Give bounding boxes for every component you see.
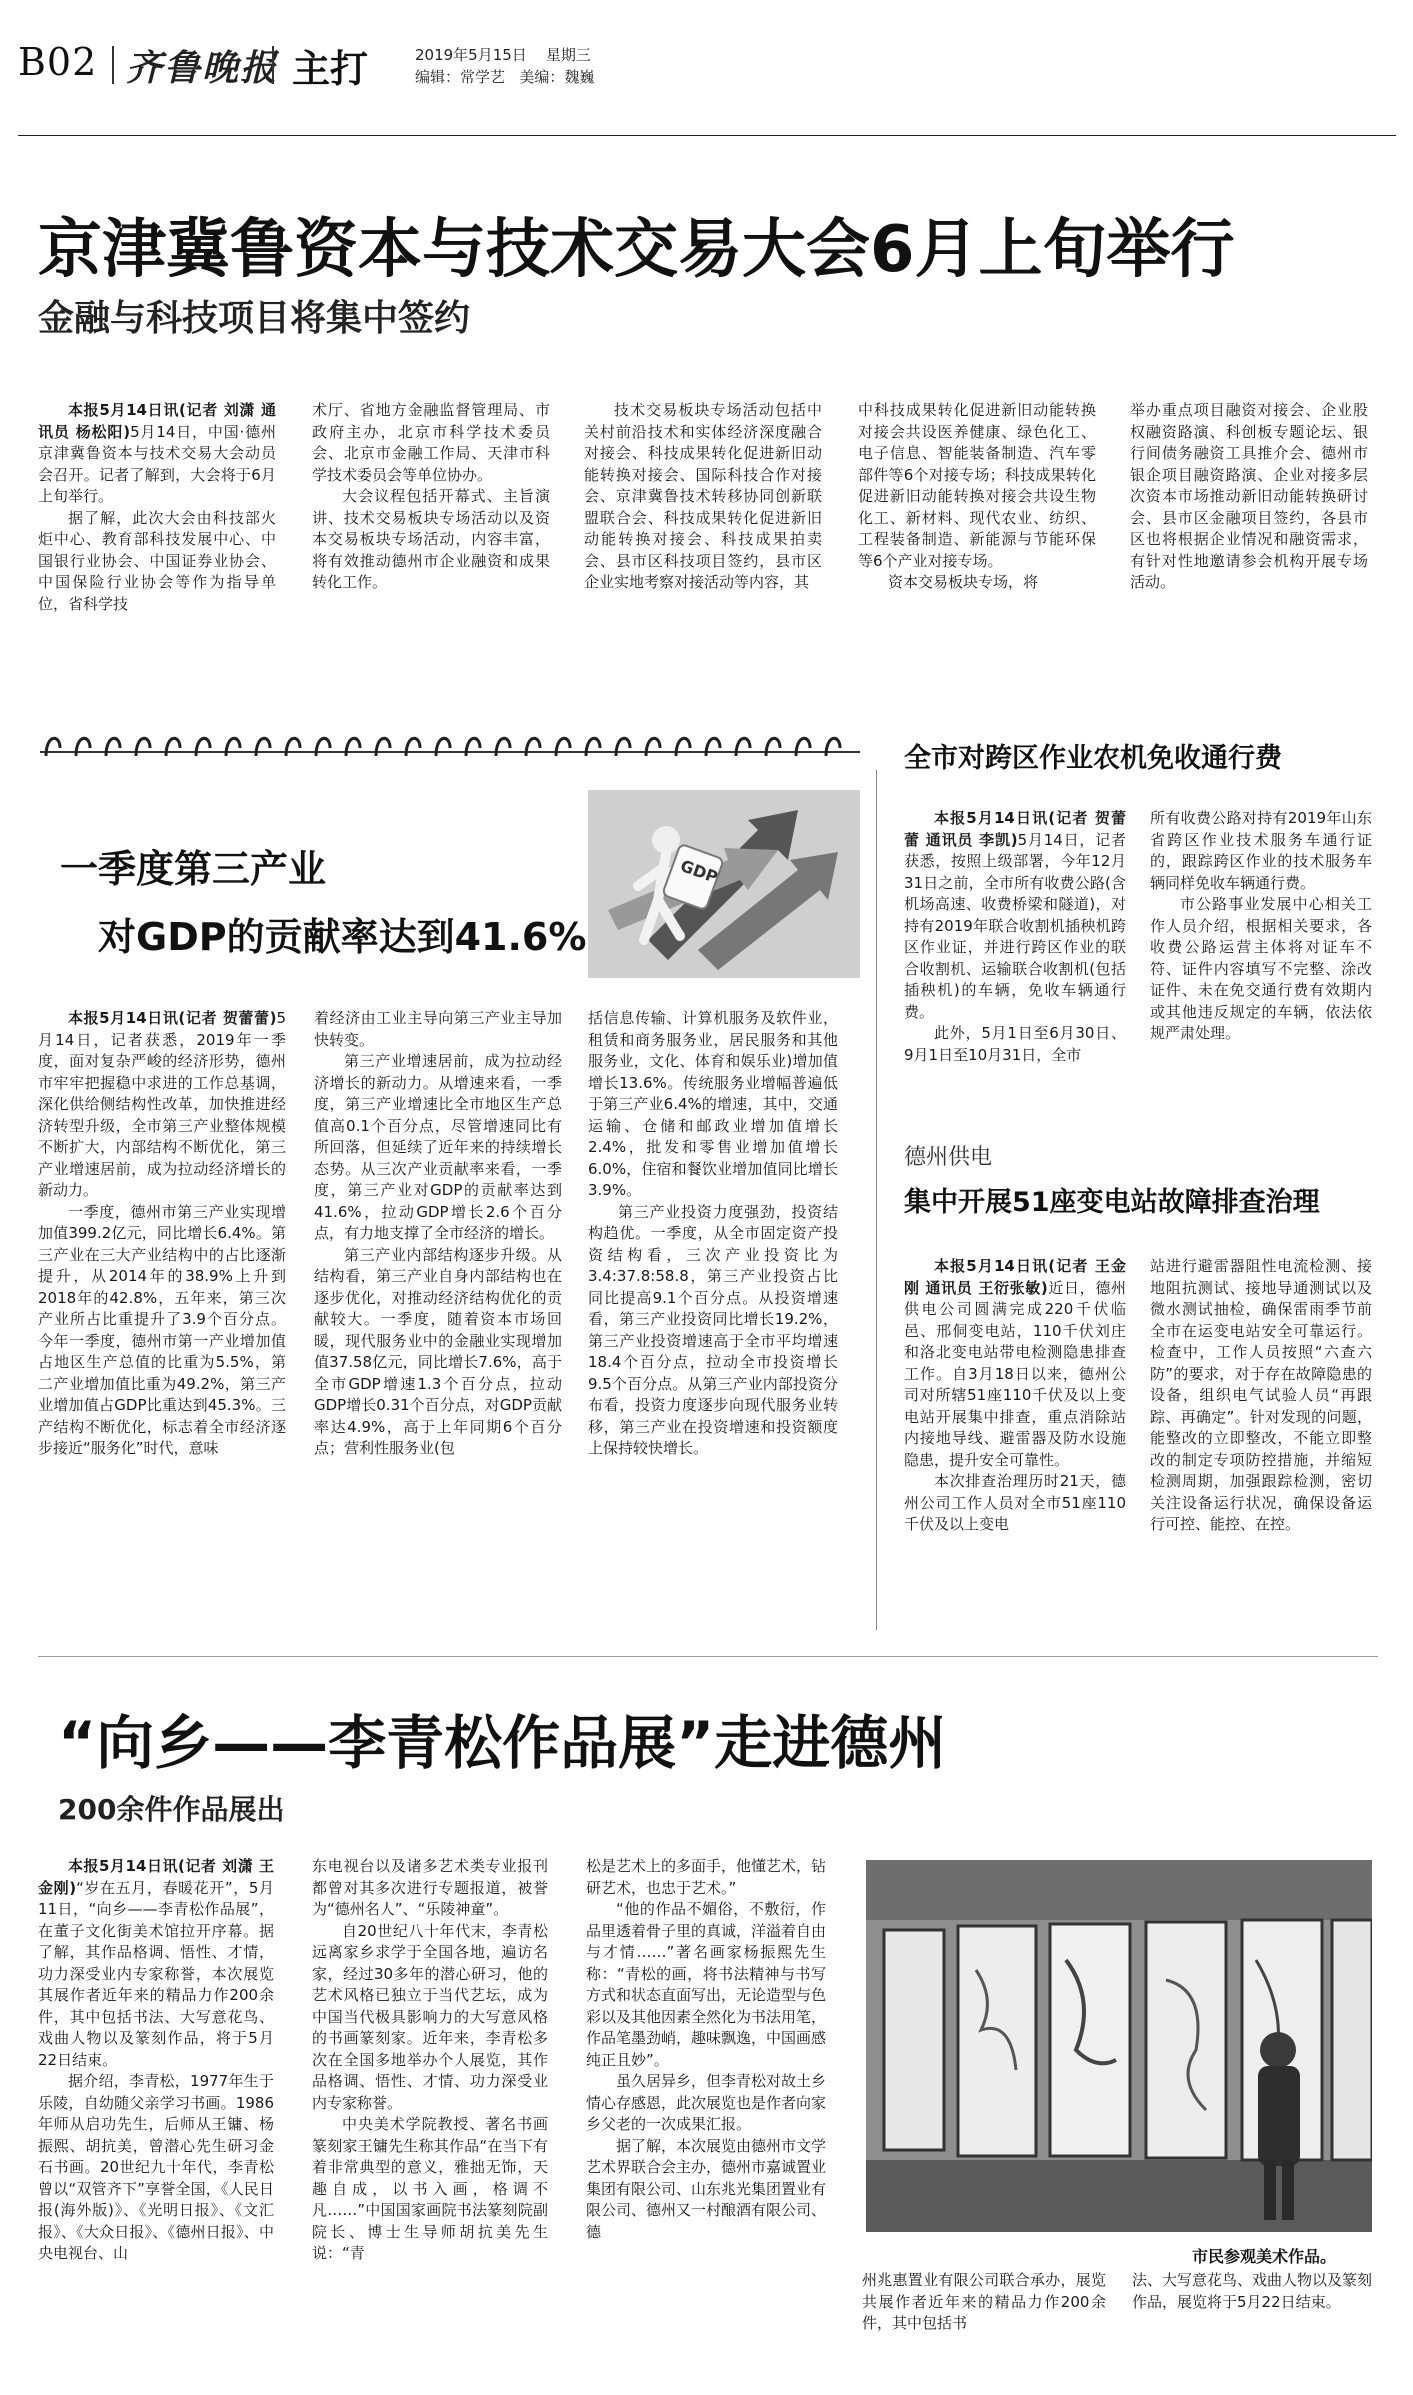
designer-text: 美编：魏巍 — [519, 68, 595, 86]
article2-col3 — [588, 1008, 838, 1628]
article1-col2 — [312, 400, 550, 660]
article1-col5 — [1130, 400, 1368, 660]
article2-col2c-text: 第三产业内部结构逐步升级。从结构看，第三产业自身内部结构也在逐步优化，对推动经济结构优化的贡献较大。一季度，随着资本市场回暖，现代服务业中的金融业实现增加值37.58亿元，同比增长7.6%，高于全市GDP增速1.3个百分点，拉动GDP增长0.31个百分点，对GDP贡献率达4.9%，高于上年同期6个百分点；营利性服务业(包 — [314, 1245, 562, 1457]
page-header — [0, 0, 1413, 135]
article1-col4-text: 中科技成果转化促进新旧动能转换对接会共设医养健康、绿色化工、电子信息、智能装备制造、汽车零部件等6个对接专场；科技成果转化促进新旧动能转换对接会共设生物化工、新材料、现代农业、纺织、工程装备制造、新能源与节能环保等6个产业对接专场。 — [858, 401, 1096, 570]
article3-col2-text: 所有收费公路对持有2019年山东省跨区作业技术服务车通行证的，跟踪跨区作业的技术服务车辆同样免收车辆通行费。 — [1150, 809, 1372, 892]
section-label: 主打 — [292, 47, 369, 91]
article1-col2b-text: 大会议程包括开幕式、主旨演讲、技术交易板块专场活动以及资本交易板块专场活动，内容丰富，将有效推动德州市企业融资和成果转化工作。 — [312, 487, 550, 591]
article3-col1b-text: 此外，5月1日至6月30日、9月1日至10月31日，全市 — [904, 1024, 1126, 1064]
article1-col3-text: 技术交易板块专场活动包括中关村前沿技术和实体经济深度融合对接会、科技成果转化促进新旧动能转换对接会、国际科技合作对接会、京津冀鲁技术转移协同创新联盟联合会、科技成果转化促进新旧动能转换对接会、科技成果拍卖会、县市区科技项目签约，县市区企业实地考察对接活动等内容，其 — [584, 401, 822, 591]
article4-col1b-text: 本次排查治理历时21天，德州公司工作人员对全市51座110千伏及以上变电 — [904, 1472, 1126, 1533]
article4-col2-text: 站进行避雷器阻性电流检测、接地阻抗测试、接地导通测试以及微水测试抽检，确保雷雨季节前全市在运变电站安全可靠运行。检查中，工作人员按照“六查六防”的要求，对于存在故障隐患的设备，组织电气试验人员“再跟踪、再确定”。针对发现的问题，能整改的立即整改，不能立即整改的制定专项防控措施，并缩短检测周期，加强跟踪检测，密切关注设备运行状况，确保设备运行可控、能控、在控。 — [1150, 1257, 1372, 1533]
article2-col1a-text: 5月14日，记者获悉，2019年一季度，面对复杂严峻的经济形势，德州市牢牢把握稳中求进的工作总基调，深化供给侧结构性改革，加快推进经济转型升级，全市第三产业整体规模不断扩大，内部结构不断优化，第三产业增速居前，成为拉动经济增长的新动力。 — [38, 1009, 286, 1199]
editor-text: 编辑：常学艺 — [415, 68, 506, 86]
article5-col3c-text: 虽久居异乡，但李青松对故土乡情心存感恩，此次展览也是作者向家乡父老的一次成果汇报。 — [586, 2072, 826, 2133]
article3-col2 — [1150, 808, 1372, 1188]
header-rule — [18, 135, 1396, 136]
article1-col3 — [584, 400, 822, 660]
article4-col2 — [1150, 1256, 1372, 1626]
article5-col3d-text: 据了解，本次展览由德州市文学艺术界联合会主办，德州市嘉诚置业集团有限公司、山东兆光集团置业有限公司、德州又一村酿酒有限公司、德 — [586, 2136, 826, 2241]
article5-col5-text: 法、大写意花鸟、戏曲人物以及篆刻作品，展览将于5月22日结束。 — [1132, 2271, 1372, 2311]
article2-byline: 本报5月14日讯(记者 贺蕾蕾) — [68, 1009, 277, 1027]
article1-col1 — [38, 400, 276, 660]
spiral-decoration — [40, 728, 860, 764]
article5-top-rule — [38, 1656, 1378, 1657]
gdp-illustration — [588, 790, 860, 978]
article1-subhead: 金融与科技项目将集中签约 — [38, 298, 471, 339]
article1-col2-text: 术厅、省地方金融监督管理局、市政府主办，北京市科学技术委员会、北京市金融工作局、天津市科学技术委员会等单位协办。 — [312, 401, 550, 484]
article5-col4 — [862, 2270, 1106, 2380]
article2-col1 — [38, 1008, 286, 1628]
article5-col1a-text: “岁在五月，春暖花开”，5月11日，“向乡——李青松作品展”，在董子文化街美术馆拉开序幕。据了解，其作品格调、悟性、才情，功力深受业内专家称誉，本次展览其展作者近年来的精品力作200余件，其中包括书法、大写意花鸟、戏曲人物以及篆刻作品，将于5月22日结束。 — [38, 1878, 274, 2069]
article5-byline: 本报5月14日讯(记者 刘潇 王金刚) — [38, 1857, 274, 1897]
article4-kicker: 德州供电 — [904, 1145, 993, 1170]
article2-col3b-text: 第三产业投资力度强劲，投资结构趋优。一季度，从全市固定资产投资结构看，三次产业投资比为3.4:37.8:58.8，第三产业投资占比同比提高9.1个百分点。从投资增速看，第三产业投资同比增长19.2%，第三产业投资增速高于全市平均增速18.4个百分点，拉动全市投资增长9.5个百分点。从第三产业内部投资分布看，投资力度逐步向现代服务业转移，第三产业在投资增速和投资额度上保持较快增长。 — [588, 1202, 838, 1457]
article3-col2b-text: 市公路事业发展中心相关工作人员介绍，根据相关要求，各收费公路运营主体将对证车不符、证件内容填写不完整、涂改证件、未在免交通行费有效期内或其他违反规定的车辆，依法依规严肃处理。 — [1150, 895, 1372, 1042]
article5-col3b-text: “他的作品不媚俗，不敷衍，作品里透着骨子里的真诚，洋溢着自由与才情……”著名画家杨振熙先生称：“青松的画，将书法精神与书写方式和状态直面写出，无论造型与色彩以及其他因素全然化为书法用笔，作品笔墨劲峭，趣味飘逸，中国画感纯正且妙”。 — [586, 1900, 826, 2069]
page-number: B02 — [18, 40, 98, 84]
article4-byline: 本报5月14日讯(记者 王金刚 通讯员 王衍张敏) — [904, 1257, 1126, 1297]
article2-headline-line2: 对GDP的贡献率达到41.6% — [98, 915, 587, 959]
article3-col1 — [904, 808, 1126, 1188]
article2-col3a-text: 括信息传输、计算机服务及软件业，租赁和商务服务业，居民服务和其他服务业，文化、体育和娱乐业)增加值增长13.6%。传统服务业增幅普遍低于第三产业6.4%的增速，其中，交通运输、仓储和邮政业增加值增长2.4%，批发和零售业增加值增长6.0%，住宿和餐饮业增加值同比增长3.9%。 — [588, 1009, 838, 1199]
gdp-growth-icon — [588, 790, 860, 978]
article5-col5 — [1132, 2270, 1372, 2380]
issue-date — [415, 44, 591, 65]
article4-col1-text: 近日，德州供电公司圆满完成220千伏临邑、邢侗变电站，110千伏刘庄和洛北变电站带电检测隐患排查工作。自3月18日以来，德州公司对所辖51座110千伏及以上变电站开展集中排查，重点消除站内接地导线、避雷器及防水设施隐患，提升安全可靠性。 — [904, 1278, 1126, 1469]
article2-col1b-text: 一季度，德州市第三产业实现增加值399.2亿元，同比增长6.4%。第三产业在三大产业结构中的占比逐渐提升，从2014年的38.9%上升到2018年的42.8%，五年来，第三次产业所占比重提升了3.9个百分点。今年一季度，德州市第一产业增加值占地区生产总值的比重为5.5%，第二产业增加值比重为49.2%，第三产业增加值占GDP比重达到45.3%。三产结构不断优化，标志着全市经济逐步接近“服务化”时代，意味 — [38, 1202, 286, 1457]
article2-col2a-text: 着经济由工业主导向第三产业主导加快转变。 — [314, 1009, 562, 1049]
article5-col3 — [586, 1856, 826, 2376]
article5-col2 — [312, 1856, 548, 2376]
article3-headline: 全市对跨区作业农机免收通行费 — [904, 743, 1282, 774]
article4-col1 — [904, 1256, 1126, 1626]
article2-col2 — [314, 1008, 562, 1628]
gallery-photo-icon — [866, 1860, 1372, 2232]
article1-headline: 京津冀鲁资本与技术交易大会6月上旬举行 — [38, 213, 1235, 287]
article1-col1-text: 5月14日，中国·德州京津冀鲁资本与技术交易大会动员会召开。记者了解到，大会将于6月上旬举行。 — [38, 422, 276, 505]
article2-headline-line1: 一季度第三产业 — [60, 847, 327, 891]
article2-col2b-text: 第三产业增速居前，成为拉动经济增长的新动力。从增速来看，一季度，第三产业增速比全市地区生产总值高0.1个百分点，尽管增速同比有所回落，但延续了近年来的持续增长态势。从三次产业贡献率来看，一季度，第三产业对GDP的贡献率达到41.6%，拉动GDP增长2.6个百分点，有力地支撑了全市经济的增长。 — [314, 1052, 562, 1242]
article1-col1b-text: 据了解，此次大会由科技部火炬中心、教育部科技发展中心、中国银行业协会、中国证券业协会、中国保险行业协会等作为指导单位，省科学技 — [38, 508, 276, 613]
sidebar-divider — [876, 770, 877, 1630]
article5-headline: “向乡——李青松作品展”走进德州 — [58, 1709, 947, 1777]
date-text: 2019年5月15日 — [415, 46, 527, 64]
exhibition-photo — [866, 1860, 1372, 2232]
article5-col3a-text: 松是艺术上的多面手，他懂艺术，钻研艺术，也忠于艺术。” — [586, 1857, 826, 1897]
article1-col5-text: 举办重点项目融资对接会、企业股权融资路演、科创板专题论坛、银行间债务融资工具推介会、德州市银企项目融资路演、企业对接多层次资本市场推动新旧动能转换研讨会、县市区金融项目签约，各县市区也将根据企业情况和融资需求，有针对性地邀请参会机构开展专场活动。 — [1130, 401, 1368, 591]
spiral-binding-icon — [40, 728, 860, 764]
article5-col2a-text: 东电视台以及诸多艺术类专业报刊都曾对其多次进行专题报道，被誉为“德州名人”、“乐陵神童”。 — [312, 1857, 548, 1918]
masthead-logo: 齐鲁晚报 — [126, 47, 279, 89]
gdp-label: GDP — [677, 856, 721, 887]
article5-col2c-text: 中央美术学院教授、著名书画篆刻家王镛先生称其作品“在当下有着非常典型的意义，雅拙无饰，天趣自成，以书入画，格调不凡……”中国国家画院书法篆刻院副院长、博士生导师胡抗美先生说：“青 — [312, 2115, 548, 2262]
article3-col1-text: 5月14日，记者获悉，按照上级部署，今年12月31日之前，全市所有收费公路(含机场高速、收费桥梁和隧道)，对持有2019年联合收割机插秧机跨区作业证，并进行跨区作业的联合收割机、运输联合收割机(包括插秧机)的车辆，免收车辆通行费。 — [904, 830, 1126, 1021]
editor-credits — [415, 66, 594, 87]
article5-col1b-text: 据介绍，李青松，1977年生于乐陵，自幼随父亲学习书画。1986年师从启功先生，后师从王镛、杨振熙、胡抗美，曾潜心先生研习金石书画。20世纪九十年代，李青松曾以“双管齐下”享誉全国，《人民日报(海外版)》、《光明日报》、《文汇报》、《大众日报》、《德州日报》、中央电视台、山 — [38, 2072, 274, 2262]
article5-col1 — [38, 1856, 274, 2376]
photo-caption: 市民参观美术作品。 — [1192, 2247, 1337, 2266]
article1-byline: 本报5月14日讯(记者 刘潇 通讯员 杨松阳) — [38, 401, 276, 441]
article5-col4-text: 州兆惠置业有限公司联合承办，展览共展作者近年来的精品力作200余件，其中包括书 — [862, 2271, 1106, 2332]
article1-col4b-text: 资本交易板块专场，将 — [888, 573, 1039, 591]
weekday-text: 星期三 — [545, 46, 591, 64]
article1-col4 — [858, 400, 1096, 660]
article5-col2b-text: 自20世纪八十年代末，李青松远离家乡求学于全国各地，遍访名家，经过30多年的潜心研习，他的艺术风格已独立于当代艺坛，成为中国当代极具影响力的大写意风格的书画篆刻家。近年来，李青松多次在全国多地举办个人展览，其作品格调、悟性、才情、功力深受业内专家称誉。 — [312, 1921, 548, 2112]
article3-byline: 本报5月14日讯(记者 贺蕾蕾 通讯员 李凯) — [904, 809, 1126, 849]
article4-headline: 集中开展51座变电站故障排查治理 — [904, 1187, 1320, 1218]
article5-subhead: 200余件作品展出 — [58, 1793, 285, 1826]
